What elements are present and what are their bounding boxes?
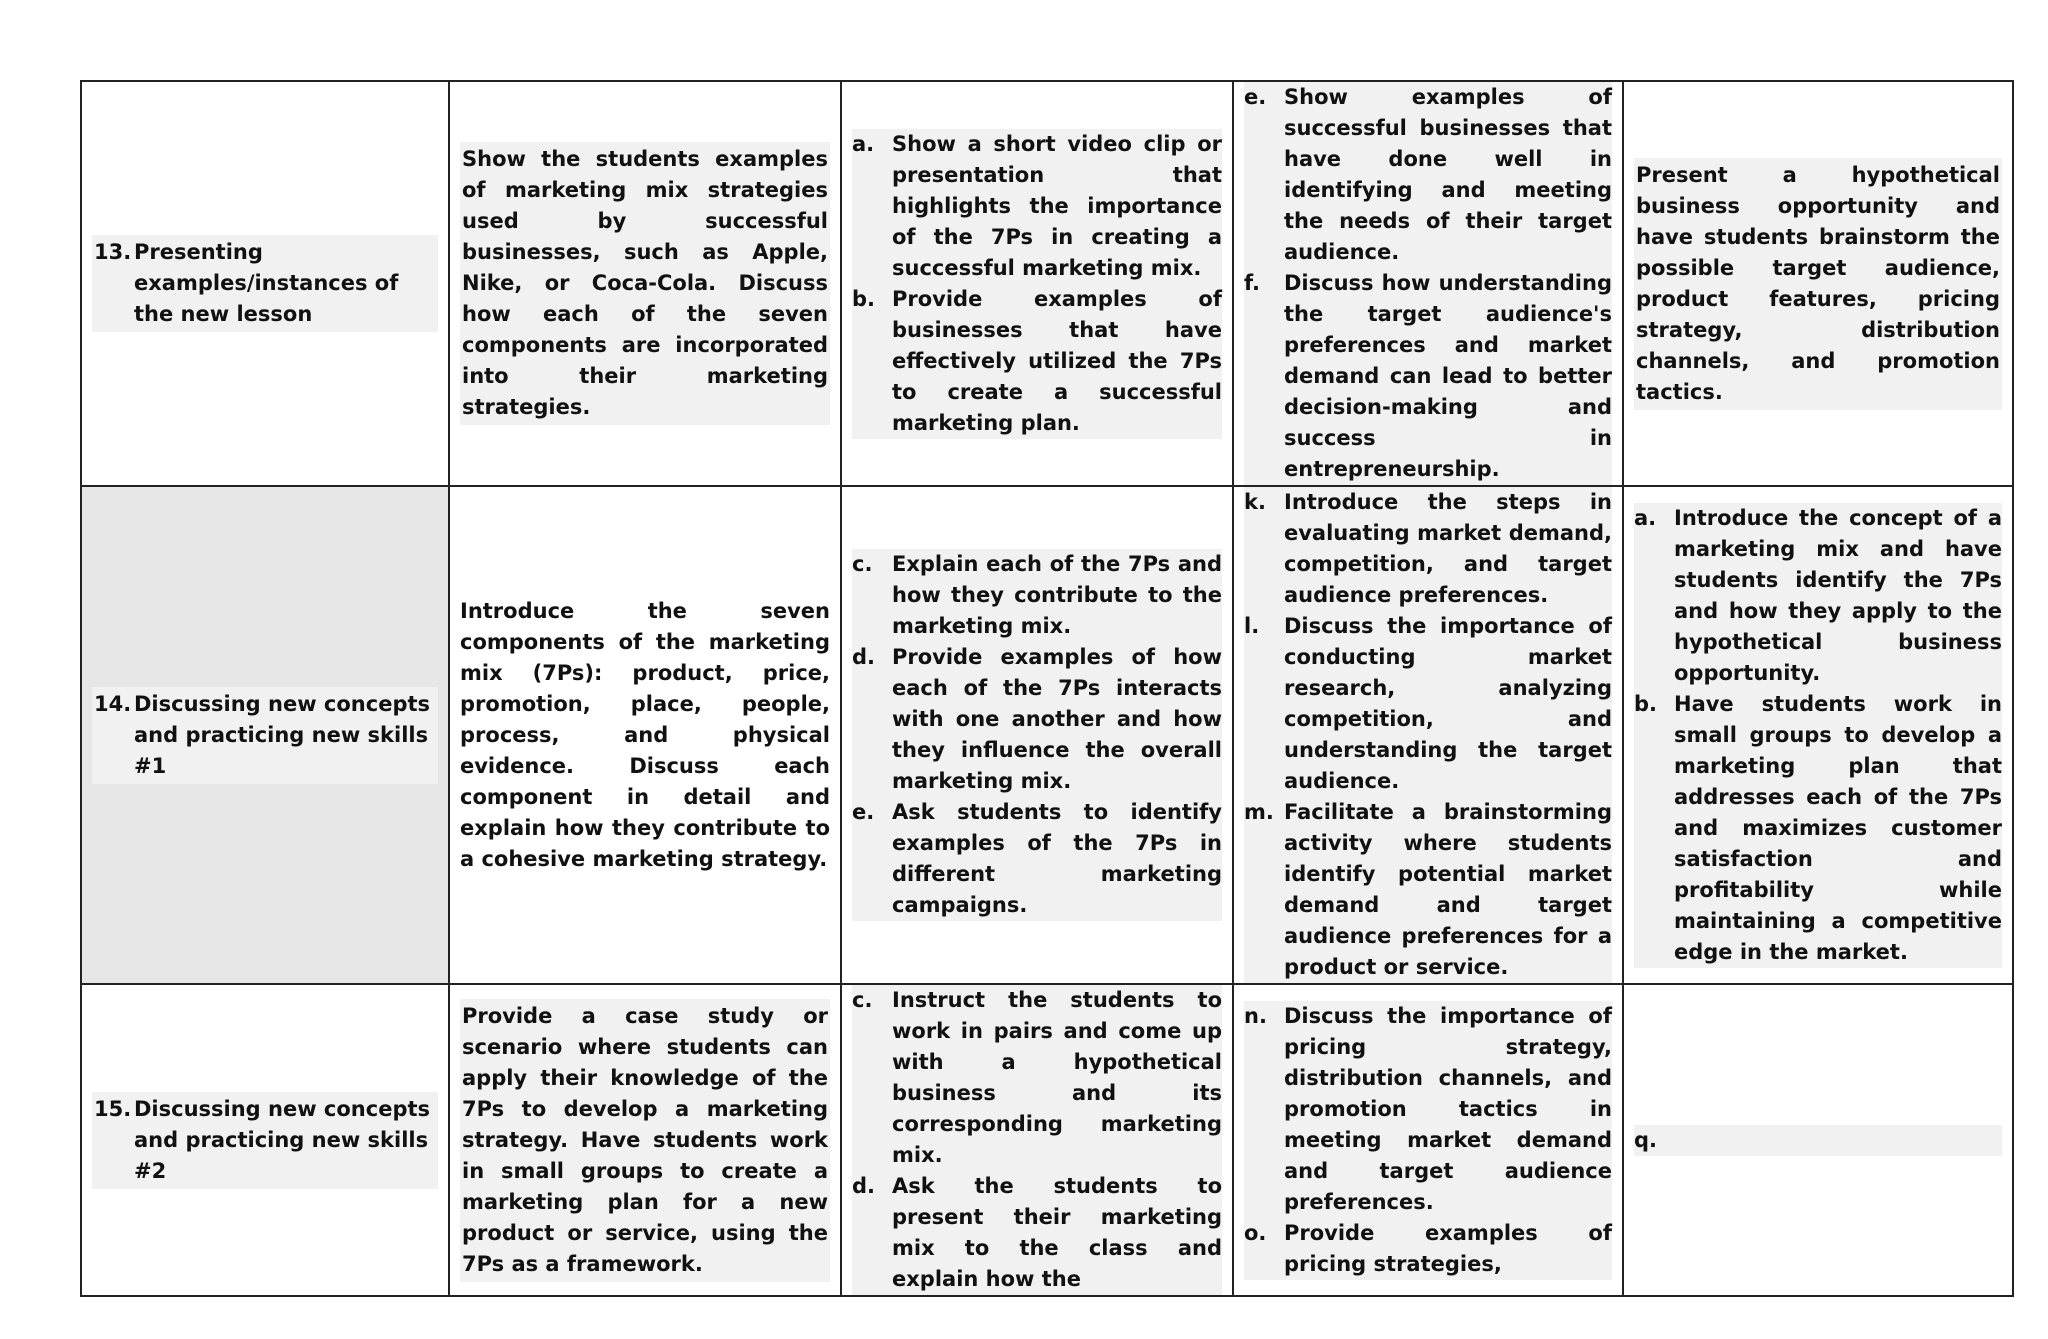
list-item-text: Show examples of successful businesses that have done well in identifying and meeting the needs of their target audience. <box>1284 85 1612 264</box>
lesson-plan-table <box>80 80 2014 1297</box>
row-label-cell <box>81 81 449 486</box>
table-row <box>81 81 2013 486</box>
activity-cell <box>1623 486 2013 984</box>
list-item-text: Explain each of the 7Ps and how they contribute to the marketing mix. <box>892 552 1222 638</box>
list-item-text: Provide examples of how each of the 7Ps interacts with one another and how they influence the overall marketing mix. <box>892 645 1222 793</box>
list-item <box>852 129 1222 284</box>
list-marker: m. <box>1244 800 1274 824</box>
list-marker: d. <box>852 645 876 669</box>
list-marker: b. <box>1634 691 1658 716</box>
activity-text: Present a hypothetical business opportunity and have students brainstorm the possible target audience, product features, pricing strategy, distribution channels, and promotion tactics. <box>1634 158 2002 410</box>
list-item-text: Introduce the steps in evaluating market demand, competition, and target audience preferences. <box>1284 490 1612 607</box>
list-item <box>1244 268 1612 485</box>
activity-text: Introduce the seven components of the marketing mix (7Ps): product, price, promotion, place, people, process, and physical evidence. Discuss each component in detail and explain how they contribute to a cohesive marketing strategy. <box>460 598 830 871</box>
activity-cell <box>1233 984 1623 1296</box>
activity-list <box>1634 1125 2002 1156</box>
list-item-text: Instruct the students to work in pairs and come up with a hypothetical business and its corresponding marketing mix. <box>892 988 1222 1167</box>
activity-list <box>1634 503 2002 968</box>
activity-cell <box>1623 984 2013 1296</box>
list-marker: q. <box>1634 1127 1658 1152</box>
list-item <box>1244 487 1612 611</box>
activity-list <box>1244 487 1612 983</box>
list-marker: e. <box>852 800 875 824</box>
activity-list <box>852 129 1222 439</box>
list-item-text: Facilitate a brainstorming activity where students identify potential market demand and target audience preferences for a product or service. <box>1284 800 1612 979</box>
activity-cell <box>841 81 1233 486</box>
list-item <box>852 642 1222 797</box>
list-marker: o. <box>1244 1220 1267 1245</box>
list-marker: a. <box>1634 505 1657 530</box>
list-item <box>1634 503 2002 689</box>
list-marker: c. <box>852 988 873 1012</box>
list-marker: a. <box>852 131 875 156</box>
list-item-text <box>1674 1125 2002 1156</box>
activity-text: Show the students examples of marketing mix strategies used by successful businesses, such as Apple, Nike, or Coca-Cola. Discuss how each of the seven components are incorporated into their marketing strategies. <box>460 142 830 425</box>
row-label-cell <box>81 486 449 984</box>
activity-cell <box>449 81 841 486</box>
list-item-text: Ask students to identify examples of the 7Ps in different marketing campaigns. <box>892 800 1222 917</box>
activity-cell <box>1233 81 1623 486</box>
list-item <box>852 549 1222 642</box>
row-title: Discussing new concepts and practicing new skills #2 <box>134 1096 431 1183</box>
list-marker: f. <box>1244 271 1260 295</box>
list-item <box>852 985 1222 1171</box>
row-label <box>92 1092 438 1189</box>
list-item <box>852 284 1222 439</box>
activity-cell <box>449 486 841 984</box>
row-label <box>92 687 438 784</box>
list-marker: n. <box>1244 1003 1267 1028</box>
list-item-text: Provide examples of pricing strategies, <box>1284 1220 1612 1276</box>
row-number: 13. <box>94 240 132 264</box>
list-item <box>852 1171 1222 1295</box>
list-marker: d. <box>852 1174 876 1198</box>
list-marker: e. <box>1244 85 1267 109</box>
list-item-text: Have students work in small groups to develop a marketing plan that addresses each of the 7Ps and maximizes customer satisfaction and profitability while maintaining a competitive edge in the market. <box>1674 691 2002 964</box>
activity-cell <box>1233 486 1623 984</box>
row-label-cell <box>81 984 449 1296</box>
list-item-text: Discuss the importance of conducting market research, analyzing competition, and understanding the target audience. <box>1284 614 1612 793</box>
list-item <box>1244 1001 1612 1218</box>
activity-cell <box>449 984 841 1296</box>
list-item <box>1634 1125 2002 1156</box>
activity-text: Provide a case study or scenario where students can apply their knowledge of the 7Ps to develop a marketing strategy. Have students work in small groups to create a marketing plan for a new product or service, using the 7Ps as a framework. <box>460 999 830 1282</box>
row-title: Discussing new concepts and practicing new skills #1 <box>134 691 431 778</box>
row-number: 15. <box>94 1096 132 1121</box>
list-item <box>1244 82 1612 268</box>
table-row <box>81 486 2013 984</box>
list-marker: l. <box>1244 614 1260 638</box>
list-item-text: Show a short video clip or presentation that highlights the importance of the 7Ps in creating a successful marketing mix. <box>892 131 1222 280</box>
list-item-text: Provide examples of businesses that have effectively utilized the 7Ps to create a successful marketing plan. <box>892 286 1222 435</box>
list-item <box>1634 689 2002 968</box>
list-marker: c. <box>852 552 873 576</box>
row-title: Presenting examples/instances of the new lesson <box>134 240 399 326</box>
row-label <box>92 235 438 332</box>
list-item <box>852 797 1222 921</box>
activity-cell <box>1623 81 2013 486</box>
list-marker: k. <box>1244 490 1266 514</box>
list-item-text: Introduce the concept of a marketing mix and have students identify the 7Ps and how they apply to the hypothetical business opportunity. <box>1674 505 2002 685</box>
list-item-text: Discuss how understanding the target audience's preferences and market demand can lead to better decision-making and success in entrepreneurship. <box>1284 271 1612 481</box>
list-item-text: Discuss the importance of pricing strategy, distribution channels, and promotion tactics in meeting market demand and target audience preferences. <box>1284 1003 1612 1214</box>
row-number: 14. <box>94 691 132 716</box>
list-item-text: Ask the students to present their marketing mix to the class and explain how the <box>892 1174 1222 1291</box>
list-item <box>1244 1218 1612 1280</box>
activity-list <box>1244 1001 1612 1280</box>
activity-cell <box>841 984 1233 1296</box>
activity-list <box>852 549 1222 921</box>
list-marker: b. <box>852 286 876 311</box>
list-item <box>1244 611 1612 797</box>
table-row <box>81 984 2013 1296</box>
activity-list <box>852 985 1222 1295</box>
list-item <box>1244 797 1612 983</box>
activity-cell <box>841 486 1233 984</box>
activity-list <box>1244 82 1612 485</box>
